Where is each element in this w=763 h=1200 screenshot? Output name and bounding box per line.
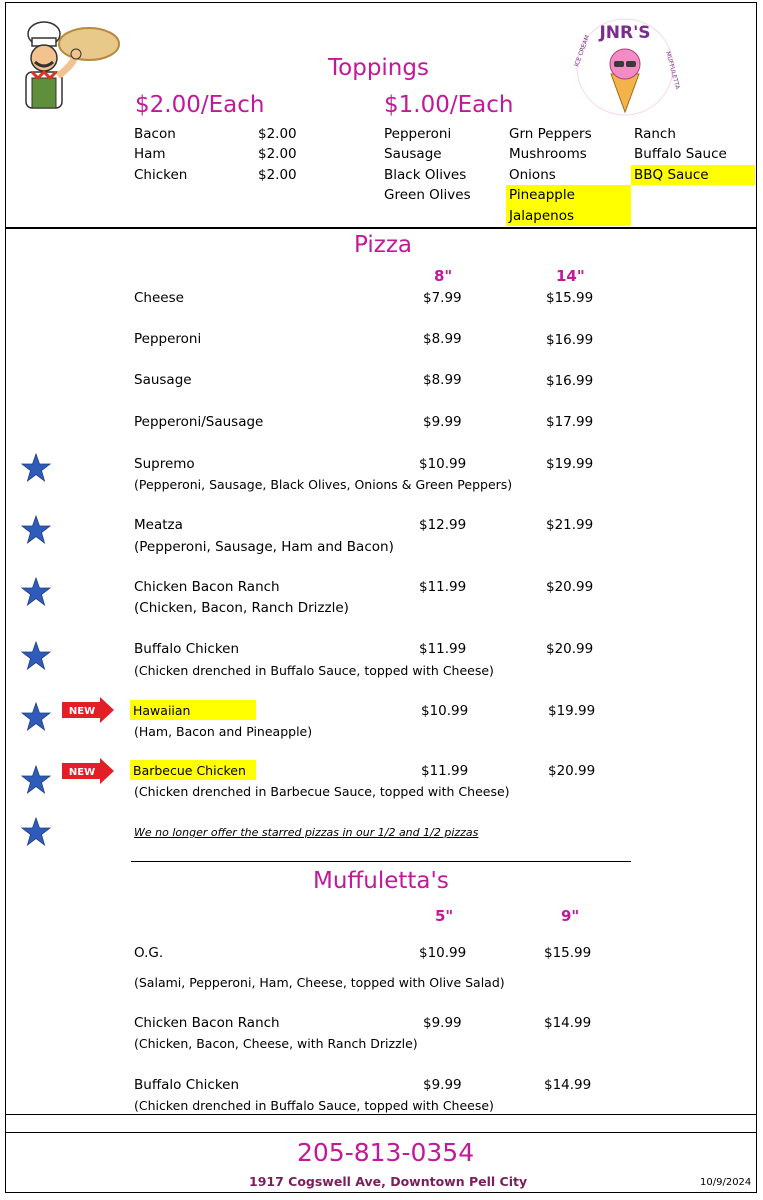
pizza-description: (Pepperoni, Sausage, Ham and Bacon) — [134, 539, 394, 555]
svg-text:MUFFULETTA: MUFFULETTA — [664, 50, 681, 91]
svg-text:ICE CREAM: ICE CREAM — [573, 34, 592, 68]
address: 1917 Cogswell Ave, Downtown Pell City — [249, 1174, 528, 1189]
topping-name: Sausage — [384, 146, 442, 162]
pizza-description: (Chicken, Bacon, Ranch Drizzle) — [134, 600, 349, 616]
pizza-price-large: $16.99 — [546, 332, 594, 348]
pizza-name: Barbecue Chicken — [133, 763, 246, 778]
topping-price: $2.00 — [258, 167, 297, 183]
pizza-price-small: $11.99 — [419, 579, 467, 595]
star-icon — [21, 702, 51, 732]
topping-price: $2.00 — [258, 146, 297, 162]
jnrs-logo — [568, 12, 682, 122]
pizza-price-small: $8.99 — [423, 331, 462, 347]
date: 10/9/2024 — [700, 1177, 752, 1188]
pizza-price-small: $11.99 — [419, 641, 467, 657]
topping-name: BBQ Sauce — [634, 167, 709, 183]
star-icon — [21, 765, 51, 795]
pizza-price-large: $19.99 — [548, 703, 596, 719]
pizza-name: Sausage — [134, 372, 192, 388]
pizza-name: Meatza — [134, 517, 183, 533]
pizza-size-small: 8" — [434, 267, 453, 285]
star-icon — [21, 641, 51, 671]
topping-name: Buffalo Sauce — [634, 146, 727, 162]
pizza-name: Hawaiian — [133, 703, 191, 718]
pizza-description: (Pepperoni, Sausage, Black Olives, Onions & Green Peppers) — [134, 477, 513, 492]
pizza-price-small: $7.99 — [423, 290, 462, 306]
pizza-name: Pepperoni/Sausage — [134, 414, 264, 430]
half-half-note: We no longer offer the starred pizzas in our 1/2 and 1/2 pizzas — [134, 826, 479, 839]
pizza-price-small: $9.99 — [423, 414, 462, 430]
muffuletta-price-small: $9.99 — [423, 1077, 462, 1093]
topping-name: Bacon — [134, 126, 176, 142]
pizza-name: Chicken Bacon Ranch — [134, 579, 280, 595]
muffuletta-description: (Chicken, Bacon, Cheese, with Ranch Drizzle) — [134, 1036, 418, 1051]
divider-footer-2 — [5, 1132, 757, 1133]
border-top — [5, 2, 757, 3]
muffuletta-description: (Salami, Pepperoni, Ham, Cheese, topped with Olive Salad) — [134, 975, 505, 990]
topping-name: Pepperoni — [384, 126, 452, 142]
muffuletta-description: (Chicken drenched in Buffalo Sauce, topped with Cheese) — [134, 1098, 494, 1113]
pizza-price-large: $21.99 — [546, 517, 594, 533]
star-icon — [21, 577, 51, 607]
topping-name: Pineapple — [509, 187, 575, 203]
pizza-description: (Chicken drenched in Barbecue Sauce, topped with Cheese) — [134, 784, 510, 799]
pizza-price-large: $19.99 — [546, 456, 594, 472]
chef-illustration — [14, 14, 124, 114]
star-icon — [21, 515, 51, 545]
pizza-name: Cheese — [134, 290, 184, 306]
topping-name: Onions — [509, 167, 556, 183]
muffuletta-name: Buffalo Chicken — [134, 1077, 240, 1093]
logo-text: JNR'S — [599, 23, 651, 43]
topping-name: Jalapenos — [509, 208, 575, 224]
pizza-price-large: $16.99 — [546, 373, 594, 389]
topping-price: $2.00 — [258, 126, 297, 142]
topping-name: Grn Peppers — [509, 126, 592, 142]
new-badge-icon — [62, 697, 114, 723]
pizza-name: Buffalo Chicken — [134, 641, 240, 657]
pizza-price-large: $20.99 — [546, 641, 594, 657]
muffuletta-price-large: $14.99 — [544, 1077, 592, 1093]
star-icon — [21, 817, 51, 847]
border-left — [5, 2, 6, 1192]
price-2-header: $2.00/Each — [135, 92, 265, 118]
pizza-price-small: $10.99 — [421, 703, 469, 719]
muffuletta-price-large: $15.99 — [544, 945, 592, 961]
topping-name: Ham — [134, 146, 166, 162]
pizza-price-large: $20.99 — [548, 763, 596, 779]
pizza-price-large: $20.99 — [546, 579, 594, 595]
muffuletta-size-small: 5" — [435, 907, 454, 925]
border-bottom — [5, 1192, 757, 1193]
new-badge-icon — [62, 758, 114, 784]
svg-text:NEW: NEW — [68, 706, 96, 717]
svg-text:NEW: NEW — [68, 767, 96, 778]
pizza-price-large: $17.99 — [546, 414, 594, 430]
muffuletta-price-large: $14.99 — [544, 1015, 592, 1031]
pizza-size-large: 14" — [556, 267, 585, 285]
muffuletta-size-large: 9" — [561, 907, 580, 925]
border-right — [756, 2, 757, 1192]
pizza-name: Pepperoni — [134, 331, 202, 347]
muffuletta-price-small: $10.99 — [419, 945, 467, 961]
divider-toppings — [5, 227, 757, 229]
topping-name: Ranch — [634, 126, 676, 142]
price-1-header: $1.00/Each — [384, 92, 514, 118]
star-icon — [21, 453, 51, 483]
topping-name: Black Olives — [384, 167, 467, 183]
phone-number[interactable]: 205-813-0354 — [297, 1138, 475, 1167]
divider-muffuletta — [131, 861, 631, 862]
pizza-title: Pizza — [354, 232, 412, 258]
muffuletta-name: O.G. — [134, 945, 164, 961]
pizza-description: (Ham, Bacon and Pineapple) — [134, 724, 313, 739]
topping-name: Mushrooms — [509, 146, 587, 162]
pizza-name: Supremo — [134, 456, 195, 472]
muffuletta-title: Muffuletta's — [313, 868, 449, 894]
topping-name: Green Olives — [384, 187, 471, 203]
pizza-price-small: $10.99 — [419, 456, 467, 472]
divider-footer-1 — [5, 1114, 757, 1115]
pizza-price-small: $11.99 — [421, 763, 469, 779]
muffuletta-price-small: $9.99 — [423, 1015, 462, 1031]
muffuletta-name: Chicken Bacon Ranch — [134, 1015, 280, 1031]
topping-name: Chicken — [134, 167, 188, 183]
pizza-price-small: $8.99 — [423, 372, 462, 388]
pizza-price-small: $12.99 — [419, 517, 467, 533]
pizza-description: (Chicken drenched in Buffalo Sauce, topped with Cheese) — [134, 663, 494, 678]
toppings-title: Toppings — [328, 55, 429, 81]
pizza-price-large: $15.99 — [546, 290, 594, 306]
